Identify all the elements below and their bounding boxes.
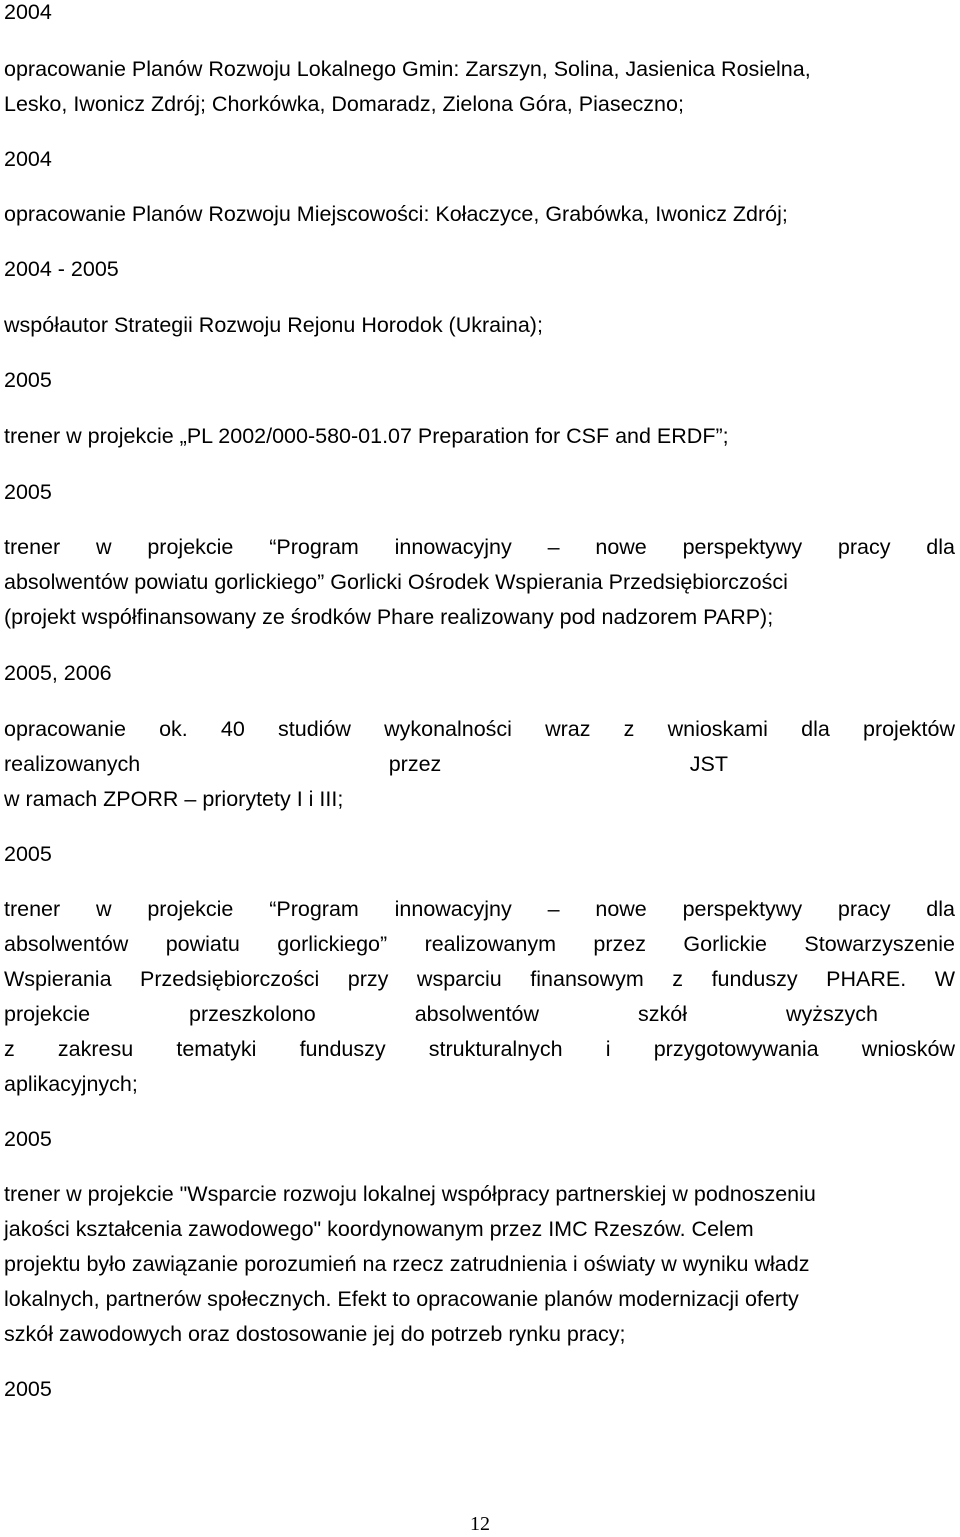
- entry-year: 2004: [4, 0, 52, 24]
- entry-year: 2005: [4, 842, 52, 866]
- entry-text-line: opracowanie Planów Rozwoju Lokalnego Gmin: Zarszyn, Solina, Jasienica Rosielna,: [4, 57, 811, 81]
- entry-text-line: opracowanie Planów Rozwoju Miejscowości: Kołaczyce, Grabówka, Iwonicz Zdrój;: [4, 202, 788, 226]
- entry-text-line: aplikacyjnych;: [4, 1072, 138, 1096]
- entry-text-line: jakości kształcenia zawodowego" koordynowanym przez IMC Rzeszów. Celem: [4, 1217, 754, 1241]
- entry-year: 2005: [4, 480, 52, 504]
- page-number: 12: [470, 1513, 490, 1535]
- entry-text-line: z zakresu tematyki funduszy strukturalnych i przygotowywania wniosków: [4, 1037, 955, 1061]
- entry-text-line: opracowanie ok. 40 studiów wykonalności wraz z wnioskami dla projektów: [4, 717, 955, 741]
- entry-text-line: (projekt współfinansowany ze środków Phare realizowany pod nadzorem PARP);: [4, 605, 774, 629]
- entry-text-line: trener w projekcie “Program innowacyjny – nowe perspektywy pracy dla: [4, 535, 955, 559]
- entry-text-line: współautor Strategii Rozwoju Rejonu Horodok (Ukraina);: [4, 313, 543, 337]
- entry-text-line: szkół zawodowych oraz dostosowanie jej do potrzeb rynku pracy;: [4, 1322, 626, 1346]
- entry-text-line: trener w projekcie "Wsparcie rozwoju lokalnej współpracy partnerskiej w podnoszeniu: [4, 1182, 816, 1206]
- entry-text-line: Lesko, Iwonicz Zdrój; Chorkówka, Domaradz, Zielona Góra, Piaseczno;: [4, 92, 684, 116]
- entry-text-line: absolwentów powiatu gorlickiego” Gorlicki Ośrodek Wspierania Przedsiębiorczości: [4, 570, 788, 594]
- entry-text-line: realizowanych przez JST: [4, 752, 728, 776]
- entry-text-line: w ramach ZPORR – priorytety I i III;: [4, 787, 344, 811]
- entry-year: 2005: [4, 1127, 52, 1151]
- entry-year: 2005: [4, 1377, 52, 1401]
- entry-text-line: Wspierania Przedsiębiorczości przy wsparciu finansowym z funduszy PHARE. W: [4, 967, 955, 991]
- entry-text-line: projektu było zawiązanie porozumień na rzecz zatrudnienia i oświaty w wyniku władz: [4, 1252, 810, 1276]
- entry-text-line: projekcie przeszkolono absolwentów szkół wyższych: [4, 1002, 878, 1026]
- entry-year: 2004 - 2005: [4, 257, 119, 281]
- entry-text-line: lokalnych, partnerów społecznych. Efekt to opracowanie planów modernizacji oferty: [4, 1287, 799, 1311]
- entry-text-line: trener w projekcie “Program innowacyjny – nowe perspektywy pracy dla: [4, 897, 955, 921]
- entry-year: 2005, 2006: [4, 661, 112, 685]
- entry-text-line: trener w projekcie „PL 2002/000-580-01.07 Preparation for CSF and ERDF”;: [4, 424, 729, 448]
- entry-year: 2005: [4, 368, 52, 392]
- entry-year: 2004: [4, 147, 52, 171]
- entry-text-line: absolwentów powiatu gorlickiego” realizowanym przez Gorlickie Stowarzyszenie: [4, 932, 955, 956]
